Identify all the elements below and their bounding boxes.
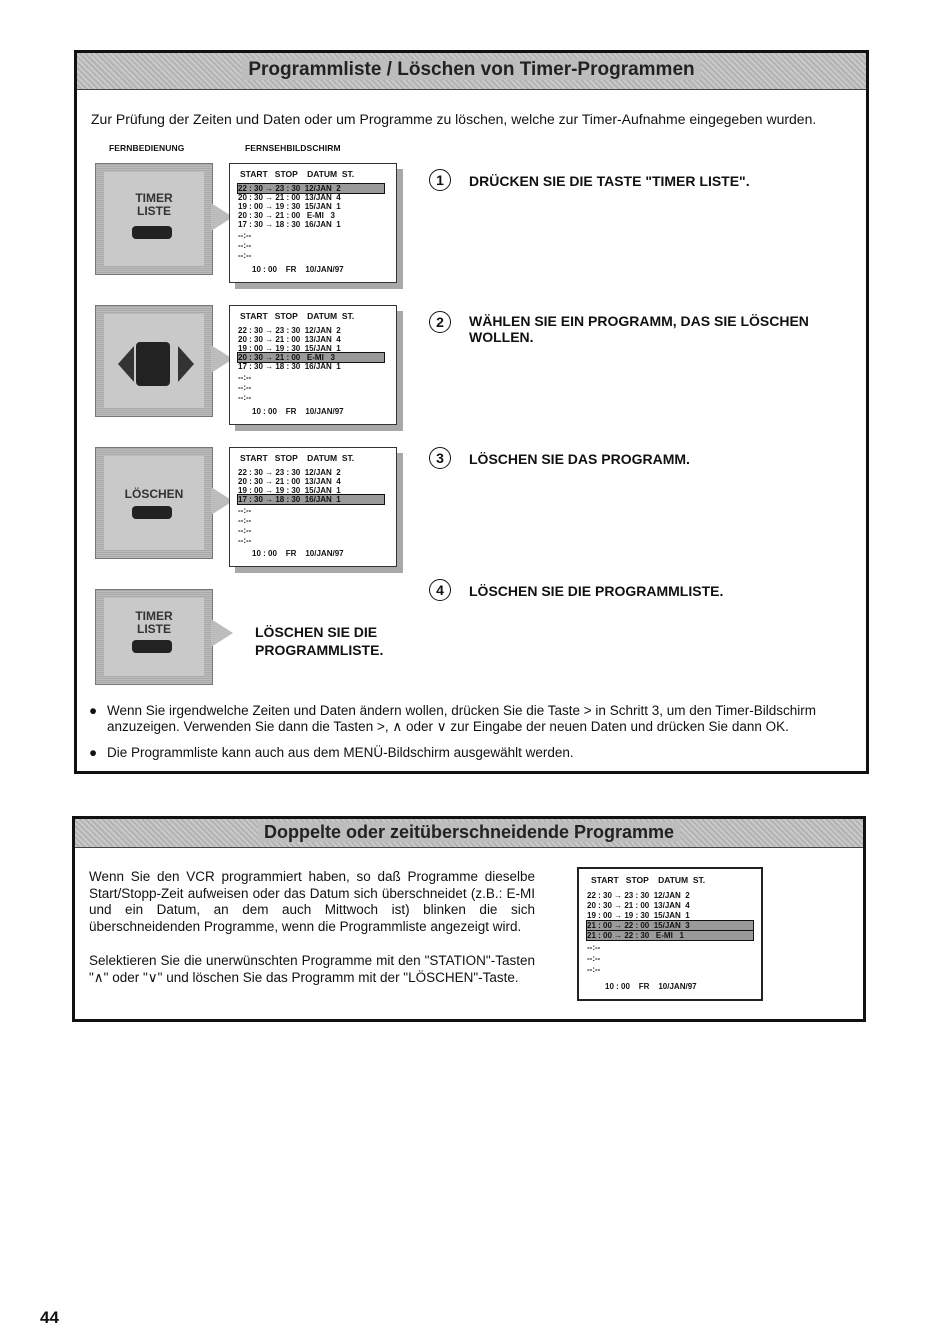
screen-row: 19 : 00 → 19 : 30 15/JAN 1 xyxy=(238,344,341,353)
screen-row: --:-- xyxy=(587,954,601,963)
label-remote: FERNBEDIENUNG xyxy=(109,143,185,153)
label-screen: FERNSEHBILDSCHIRM xyxy=(245,143,341,153)
screen-row: --:-- xyxy=(238,231,252,240)
tv-screen-3 xyxy=(229,447,397,567)
screen-row: 22 : 30 → 23 : 30 12/JAN 2 xyxy=(238,184,384,193)
step-text-2: WÄHLEN SIE EIN PROGRAMM, DAS SIE LÖSCHEN WOLLEN. xyxy=(469,313,809,345)
overlap-paragraph-1: Wenn Sie den VCR programmiert haben, so daß Programme dieselbe Start/Stopp-Zeit aufweisen oder das Datum sich überschneidet (z.B.: E-MI und ein Datum, an dem auch Mittwoch ist) blinken die sich überschneidenden Programme, wenn die Programmliste angezeigt wird. xyxy=(89,869,535,934)
overlap-paragraph-2: Selektieren Sie die unerwünschten Programme mit den "STATION"-Tasten "∧" oder "∨" und löschen Sie das Programm mit der "LÖSCHEN"-Taste. xyxy=(89,953,535,985)
screen-row: --:-- xyxy=(238,393,252,402)
screen-footer: 10 : 00 FR 10/JAN/97 xyxy=(252,549,344,558)
arrow-left-icon[interactable] xyxy=(118,346,134,382)
remote-timer-liste-1 xyxy=(95,163,213,275)
screen-row: 21 : 00 → 22 : 30 E-MI 1 xyxy=(587,931,753,940)
arrow-right-icon[interactable] xyxy=(178,346,194,382)
screen-row: --:-- xyxy=(238,536,252,545)
screen-header: START STOP DATUM ST. xyxy=(240,311,355,321)
screen-row: 17 : 30 → 18 : 30 16/JAN 1 xyxy=(238,495,384,504)
tv-screen-overlap xyxy=(577,867,763,1001)
timer-liste-label: TIMER LISTE xyxy=(135,609,173,636)
note-bullet-2 xyxy=(89,745,862,761)
screen-row: --:-- xyxy=(587,943,601,952)
remote-timer-liste-2 xyxy=(95,589,213,685)
section-overlapping-programs xyxy=(72,816,866,1022)
screen-row: 21 : 00 → 22 : 00 15/JAN 3 xyxy=(587,921,753,930)
screen-row: 22 : 30 → 23 : 30 12/JAN 2 xyxy=(238,468,341,477)
screen-row: 20 : 30 → 21 : 00 E-MI 3 xyxy=(238,211,335,220)
screen-row: 20 : 30 → 21 : 00 13/JAN 4 xyxy=(238,193,341,202)
step-number-1: 1 xyxy=(429,169,451,191)
note-bullet-1 xyxy=(89,703,862,735)
intro-text: Zur Prüfung der Zeiten und Daten oder um Programme zu löschen, welche zur Timer-Aufnahme eingegeben wurden. xyxy=(91,111,817,127)
timer-liste-label: TIMER LISTE xyxy=(135,191,173,218)
note-text: Die Programmliste kann auch aus dem MENÜ-Bildschirm ausgewählt werden. xyxy=(107,745,574,760)
step-text-4: LÖSCHEN SIE DIE PROGRAMMLISTE. xyxy=(469,583,724,599)
loeschen-button[interactable] xyxy=(132,506,172,519)
screen-header: START STOP DATUM ST. xyxy=(240,453,355,463)
screen-footer: 10 : 00 FR 10/JAN/97 xyxy=(252,407,344,416)
screen-row: 17 : 30 → 18 : 30 16/JAN 1 xyxy=(238,220,341,229)
pointer-arrow xyxy=(211,619,233,647)
section-title: Programmliste / Löschen von Timer-Programmen xyxy=(242,59,700,80)
screen-row: 19 : 00 → 19 : 30 15/JAN 1 xyxy=(238,486,341,495)
timer-liste-button[interactable] xyxy=(132,640,172,653)
step-number-2: 2 xyxy=(429,311,451,333)
tv-screen-1 xyxy=(229,163,397,283)
bullet-dot-icon: ● xyxy=(89,703,98,718)
remote-arrow-keys xyxy=(95,305,213,417)
section-title-bar xyxy=(75,819,863,848)
screen-row: --:-- xyxy=(238,516,252,525)
screen-row: --:-- xyxy=(238,526,252,535)
tv-screen-2 xyxy=(229,305,397,425)
screen-row: 20 : 30 → 21 : 00 13/JAN 4 xyxy=(587,901,690,910)
screen-footer: 10 : 00 FR 10/JAN/97 xyxy=(605,982,697,991)
page-number: 44 xyxy=(40,1308,59,1327)
step-number-4: 4 xyxy=(429,579,451,601)
step-text-3: LÖSCHEN SIE DAS PROGRAMM. xyxy=(469,451,690,467)
screen-row: 20 : 30 → 21 : 00 E-MI 3 xyxy=(238,353,384,362)
screen-row: --:-- xyxy=(238,373,252,382)
screen-header: START STOP DATUM ST. xyxy=(240,169,355,179)
screen-row: --:-- xyxy=(587,965,601,974)
section-title: Doppelte oder zeitüberschneidende Programme xyxy=(258,822,680,842)
screen-row: 17 : 30 → 18 : 30 16/JAN 1 xyxy=(238,362,341,371)
screen-header: START STOP DATUM ST. xyxy=(591,875,706,885)
screen-row: --:-- xyxy=(238,383,252,392)
remote-loeschen xyxy=(95,447,213,559)
step4-caption: LÖSCHEN SIE DIE PROGRAMMLISTE. xyxy=(255,624,384,658)
note-text: Wenn Sie irgendwelche Zeiten und Daten ändern wollen, drücken Sie die Taste > in Schritt 3, um den Timer-Bildschirm anzuzeigen. Verwenden Sie dann die Tasten >, ∧ oder ∨ zur Eingabe der neuen Daten und drücken Sie dann OK. xyxy=(107,703,816,734)
step-number-3: 3 xyxy=(429,447,451,469)
section-timer-list xyxy=(74,50,869,774)
screen-row: 20 : 30 → 21 : 00 13/JAN 4 xyxy=(238,477,341,486)
screen-row: 19 : 00 → 19 : 30 15/JAN 1 xyxy=(587,911,690,920)
loeschen-label: LÖSCHEN xyxy=(124,487,184,501)
screen-footer: 10 : 00 FR 10/JAN/97 xyxy=(252,265,344,274)
screen-row: --:-- xyxy=(238,251,252,260)
screen-row: 19 : 00 → 19 : 30 15/JAN 1 xyxy=(238,202,341,211)
section-title-bar xyxy=(77,53,866,90)
timer-liste-button[interactable] xyxy=(132,226,172,239)
step-text-1: DRÜCKEN SIE DIE TASTE "TIMER LISTE". xyxy=(469,173,750,189)
screen-row: --:-- xyxy=(238,506,252,515)
screen-row: 22 : 30 → 23 : 30 12/JAN 2 xyxy=(587,891,690,900)
screen-row: 20 : 30 → 21 : 00 13/JAN 4 xyxy=(238,335,341,344)
screen-row: 22 : 30 → 23 : 30 12/JAN 2 xyxy=(238,326,341,335)
screen-row: --:-- xyxy=(238,241,252,250)
bullet-dot-icon: ● xyxy=(89,745,98,760)
station-button[interactable] xyxy=(136,342,170,386)
